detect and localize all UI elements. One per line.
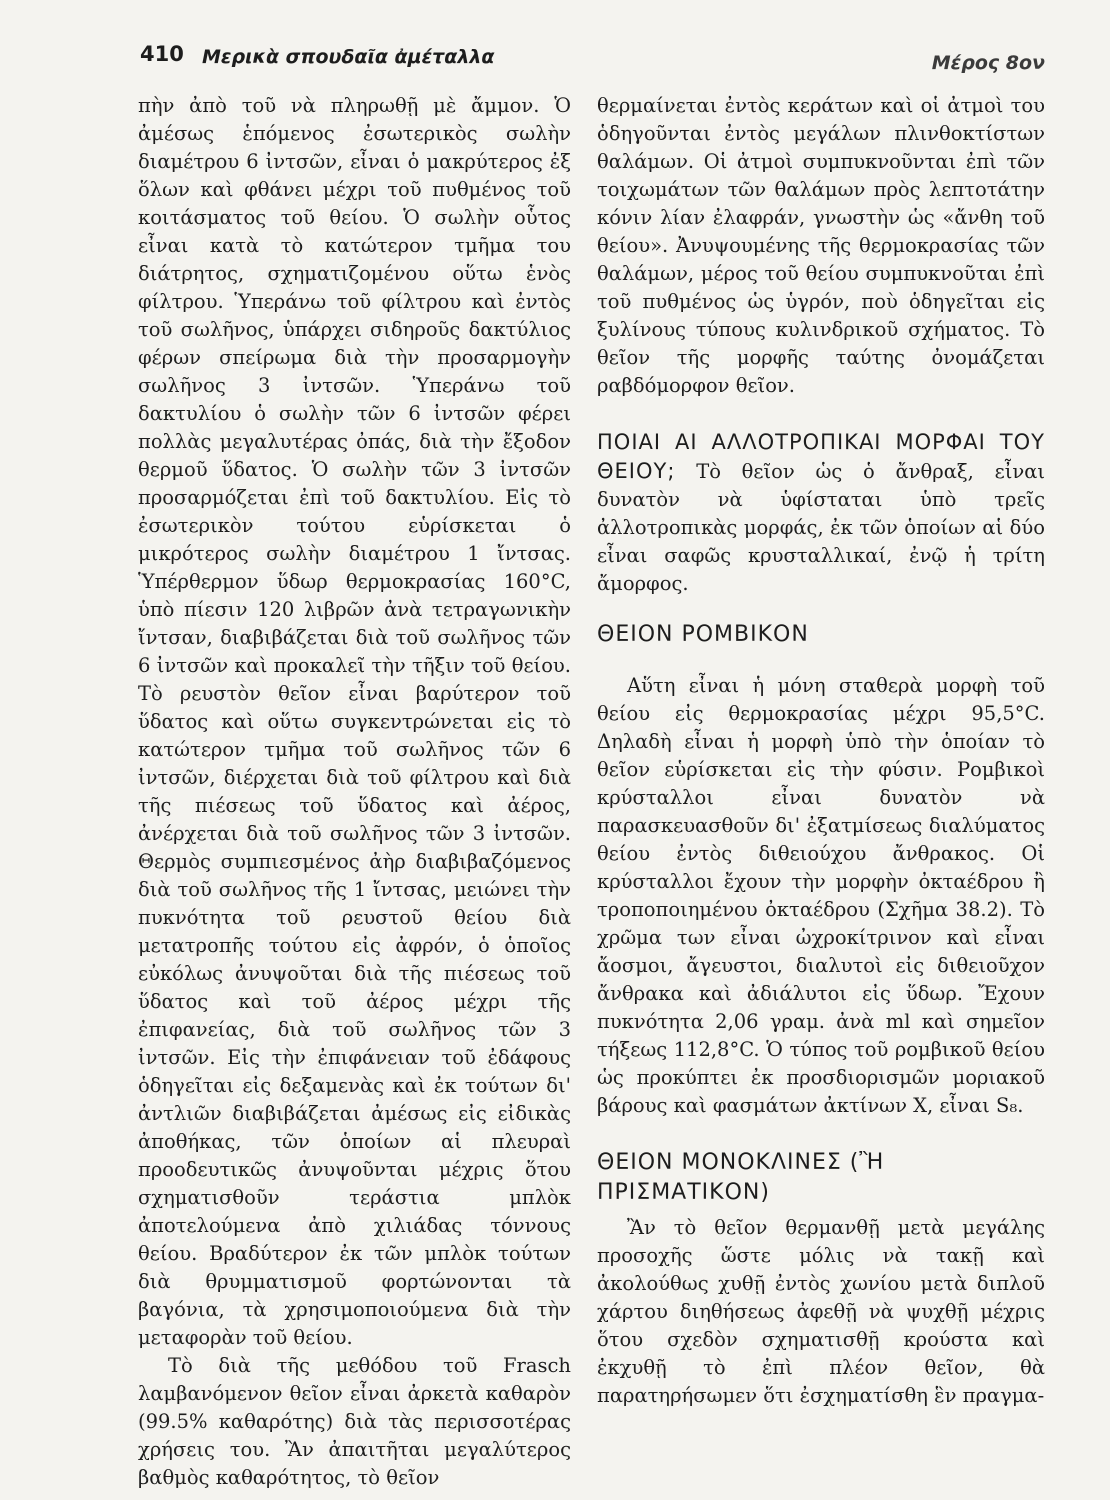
running-title: Μερικὰ σπουδαῖα ἀμέταλλα	[202, 46, 495, 68]
paragraph-flowers-of-sulfur: θερμαίνεται ἐντὸς κεράτων καὶ οἱ ἀτμοὶ του ὁδηγοῦνται ἐντὸς μεγάλων πλινθοκτίστων θαλάμων. Οἱ ἀτμοὶ συμπυκνοῦνται ἐπὶ τῶν τοιχωμάτων τῶν θαλάμων πρὸς λεπτοτάτην κόνιν λίαν ἐλαφράν, γνωστὴν ὡς «ἄνθη τοῦ θείου». Ἀνυψουμένης τῆς θερμοκρασίας τῶν θαλάμων, μέρος τοῦ θείου συμπυκνοῦται ἐπὶ τοῦ πυθμένος ὡς ὑγρόν, ποὺ ὁδηγεῖται εἰς ξυλίνους τύπους κυλινδρικοῦ σχήματος. Τὸ θεῖον τῆς μορφῆς ταύτης ὀνομάζεται ραβδόμορφον θεῖον.	[597, 94, 1045, 397]
heading-rhombic-sulfur: ΘΕΙΟΝ ΡΟΜΒΙΚΟΝ	[597, 622, 809, 647]
paragraph-allotropes	[597, 428, 1045, 598]
page-number: 410	[140, 42, 184, 66]
paragraph-frasch-process: πὴν ἀπὸ τοῦ νὰ πληρωθῇ μὲ ἄμμον. Ὁ ἀμέσως ἑπόμενος ἐσωτερικὸς σωλὴν διαμέτρου 6 ἰντσῶν, εἶναι ὁ μακρύτερος ἐξ ὅλων καὶ φθάνει μέχρι τοῦ πυθμένος τοῦ κοιτάσματος τοῦ θείου. Ὁ σωλὴν οὗτος εἶναι κατὰ τὸ κατώτερον τμῆμα του διάτρητος, σχηματιζομένου οὕτω ἑνὸς φίλτρου. Ὑπεράνω τοῦ φίλτρου καὶ ἐντὸς τοῦ σωλῆνος, ὑπάρχει σιδηροῦς δακτύλιος φέρων σπείρωμα διὰ τὴν προσαρμογὴν σωλῆνος 3 ἰντσῶν. Ὑπεράνω τοῦ δακτυλίου ὁ σωλὴν τῶν 6 ἰντσῶν φέρει πολλὰς μεγαλυτέρας ὀπάς, διὰ τὴν ἔξοδον θερμοῦ ὕδατος. Ὁ σωλὴν τῶν 3 ἰντσῶν προσαρμόζεται ἐπὶ τοῦ δακτυλίου. Εἰς τὸ ἐσωτερικὸν τούτου εὑρίσκεται ὁ μικρότερος σωλὴν διαμέτρου 1 ἴντσας. Ὑπέρθερμον ὕδωρ θερμοκρασίας 160°C, ὑπὸ πίεσιν 120 λιβρῶν ἀνὰ τετραγωνικὴν ἴντσαν, διαβιβάζεται διὰ τοῦ σωλῆνος τῶν 6 ἰντσῶν καὶ προκαλεῖ τὴν τῆξιν τοῦ θείου. Τὸ ρευστὸν θεῖον εἶναι βαρύτερον τοῦ ὕδατος καὶ οὕτω συγκεντρώνεται εἰς τὸ κατώτερον τμῆμα τοῦ σωλῆνος τῶν 6 ἰντσῶν, διέρχεται διὰ τοῦ φίλτρου καὶ διὰ τῆς πιέσεως τοῦ ὕδατος καὶ ἀέρος, ἀνέρχεται διὰ τοῦ σωλῆνος τῶν 3 ἰντσῶν. Θερμὸς συμπιεσμένος ἀὴρ διαβιβαζόμενος διὰ τοῦ σωλῆνος τῆς 1 ἴντσας, μειώνει τὴν πυκνότητα τοῦ ρευστοῦ θείου διὰ μετατροπῆς τούτου εἰς ἀφρόν, ὁ ὁποῖος εὐκόλως ἀνυψοῦται διὰ τῆς πιέσεως τοῦ ὕδατος καὶ τοῦ ἀέρος μέχρι τῆς ἐπιφανείας, διὰ τοῦ σωλῆνος τῶν 3 ἰντσῶν. Εἰς τὴν ἐπιφάνειαν τοῦ ἐδάφους ὁδηγεῖται εἰς δεξαμενὰς καὶ ἐκ τούτων δι' ἀντλιῶν διαβιβάζεται ἀμέσως εἰς εἰδικὰς ἀποθήκας, τῶν ὁποίων αἱ πλευραὶ προοδευτικῶς ἀνυψοῦνται μέχρις ὅτου σχηματισθοῦν τεράστια μπλὸκ ἀποτελούμενα ἀπὸ χιλιάδας τόννους θείου. Βραδύτερον ἐκ τῶν μπλὸκ τούτων διὰ θρυμματισμοῦ φορτώνονται τὰ βαγόνια, τὰ χρησιμοποιούμενα διὰ τὴν μεταφορὰν τοῦ θείου.	[138, 94, 571, 1349]
page-header	[140, 36, 1045, 86]
paragraph-monoclinic-sulfur: Ἂν τὸ θεῖον θερμανθῇ μετὰ μεγάλης προσοχῆς ὥστε μόλις νὰ τακῇ καὶ ἀκολούθως χυθῇ ἐντὸς χωνίου μετὰ διπλοῦ χάρτου διηθήσεως ἀφεθῇ νὰ ψυχθῇ μέχρις ὅτου σχεδὸν σχηματισθῇ κρούστα καὶ ἐκχυθῇ τὸ ἐπὶ πλέον θεῖον, θὰ παρατηρήσωμεν ὅτι ἐσχηματίσθη ἓν πραγμα-	[597, 1216, 1045, 1407]
question-answer: Τὸ θεῖον ὡς ὁ ἄνθραξ, εἶναι δυνατὸν νὰ ὑφίσταται ὑπὸ τρεῖς ἀλλοτροπικὰς μορφάς, ἐκ τῶν ὁποίων αἱ δύο εἶναι σαφῶς κρυσταλλικαί, ἐνῷ ἡ τρίτη ἄμορφος.	[597, 460, 1046, 595]
heading-monoclinic-sulfur: ΘΕΙΟΝ ΜΟΝΟΚΛΙΝΕΣ (Ἢ ΠΡΙΣΜΑΤΙΚΟΝ)	[597, 1150, 885, 1205]
part-label: Μέρος 8ον	[931, 52, 1045, 74]
paragraph-rhombic-sulfur: Αὕτη εἶναι ἡ μόνη σταθερὰ μορφὴ τοῦ θείου εἰς θερμοκρασίας μέχρι 95,5°C. Δηλαδὴ εἶναι ἡ μορφὴ ὑπὸ τὴν ὁποίαν τὸ θεῖον εὑρίσκεται εἰς τὴν φύσιν. Ρομβικοὶ κρύσταλλοι εἶναι δυνατὸν νὰ παρασκευασθοῦν δι' ἐξατμίσεως διαλύματος θείου ἐντὸς διθειούχου ἄνθρακος. Οἱ κρύσταλλοι ἔχουν τὴν μορφὴν ὀκταέδρου ἢ τροποποιημένου ὀκταέδρου (Σχῆμα 38.2). Τὸ χρῶμα των εἶναι ὠχροκίτρινον καὶ εἶναι ἄοσμοι, ἄγευστοι, διαλυτοὶ εἰς διθειοῦχον ἄνθρακα καὶ ἀδιάλυτοι εἰς ὕδωρ. Ἔχουν πυκνότητα 2,06 γραμ. ἀνὰ ml καὶ σημεῖον τήξεως 112,8°C. Ὁ τύπος τοῦ ρομβικοῦ θείου ὡς προκύπτει ἐκ προσδιορισμῶν μοριακοῦ βάρους καὶ φασμάτων ἀκτίνων X, εἶναι S₈.	[597, 674, 1045, 1117]
question-heading: ΠΟΙΑΙ ΑΙ ΑΛΛΟΤΡΟΠΙΚΑΙ ΜΟΡΦΑΙ ΤΟΥ ΘΕΙΟΥ;	[597, 430, 1045, 483]
paragraph-purity: Τὸ διὰ τῆς μεθόδου τοῦ Frasch λαμβανόμενον θεῖον εἶναι ἀρκετὰ καθαρὸν (99.5% καθαρότης) διὰ τὰς περισσοτέρας χρήσεις του. Ἂν ἀπαιτῆται μεγαλύτερος βαθμὸς καθαρότητος, τὸ θεῖον	[138, 1354, 571, 1489]
left-column	[138, 92, 571, 1492]
right-column	[597, 92, 1045, 1410]
